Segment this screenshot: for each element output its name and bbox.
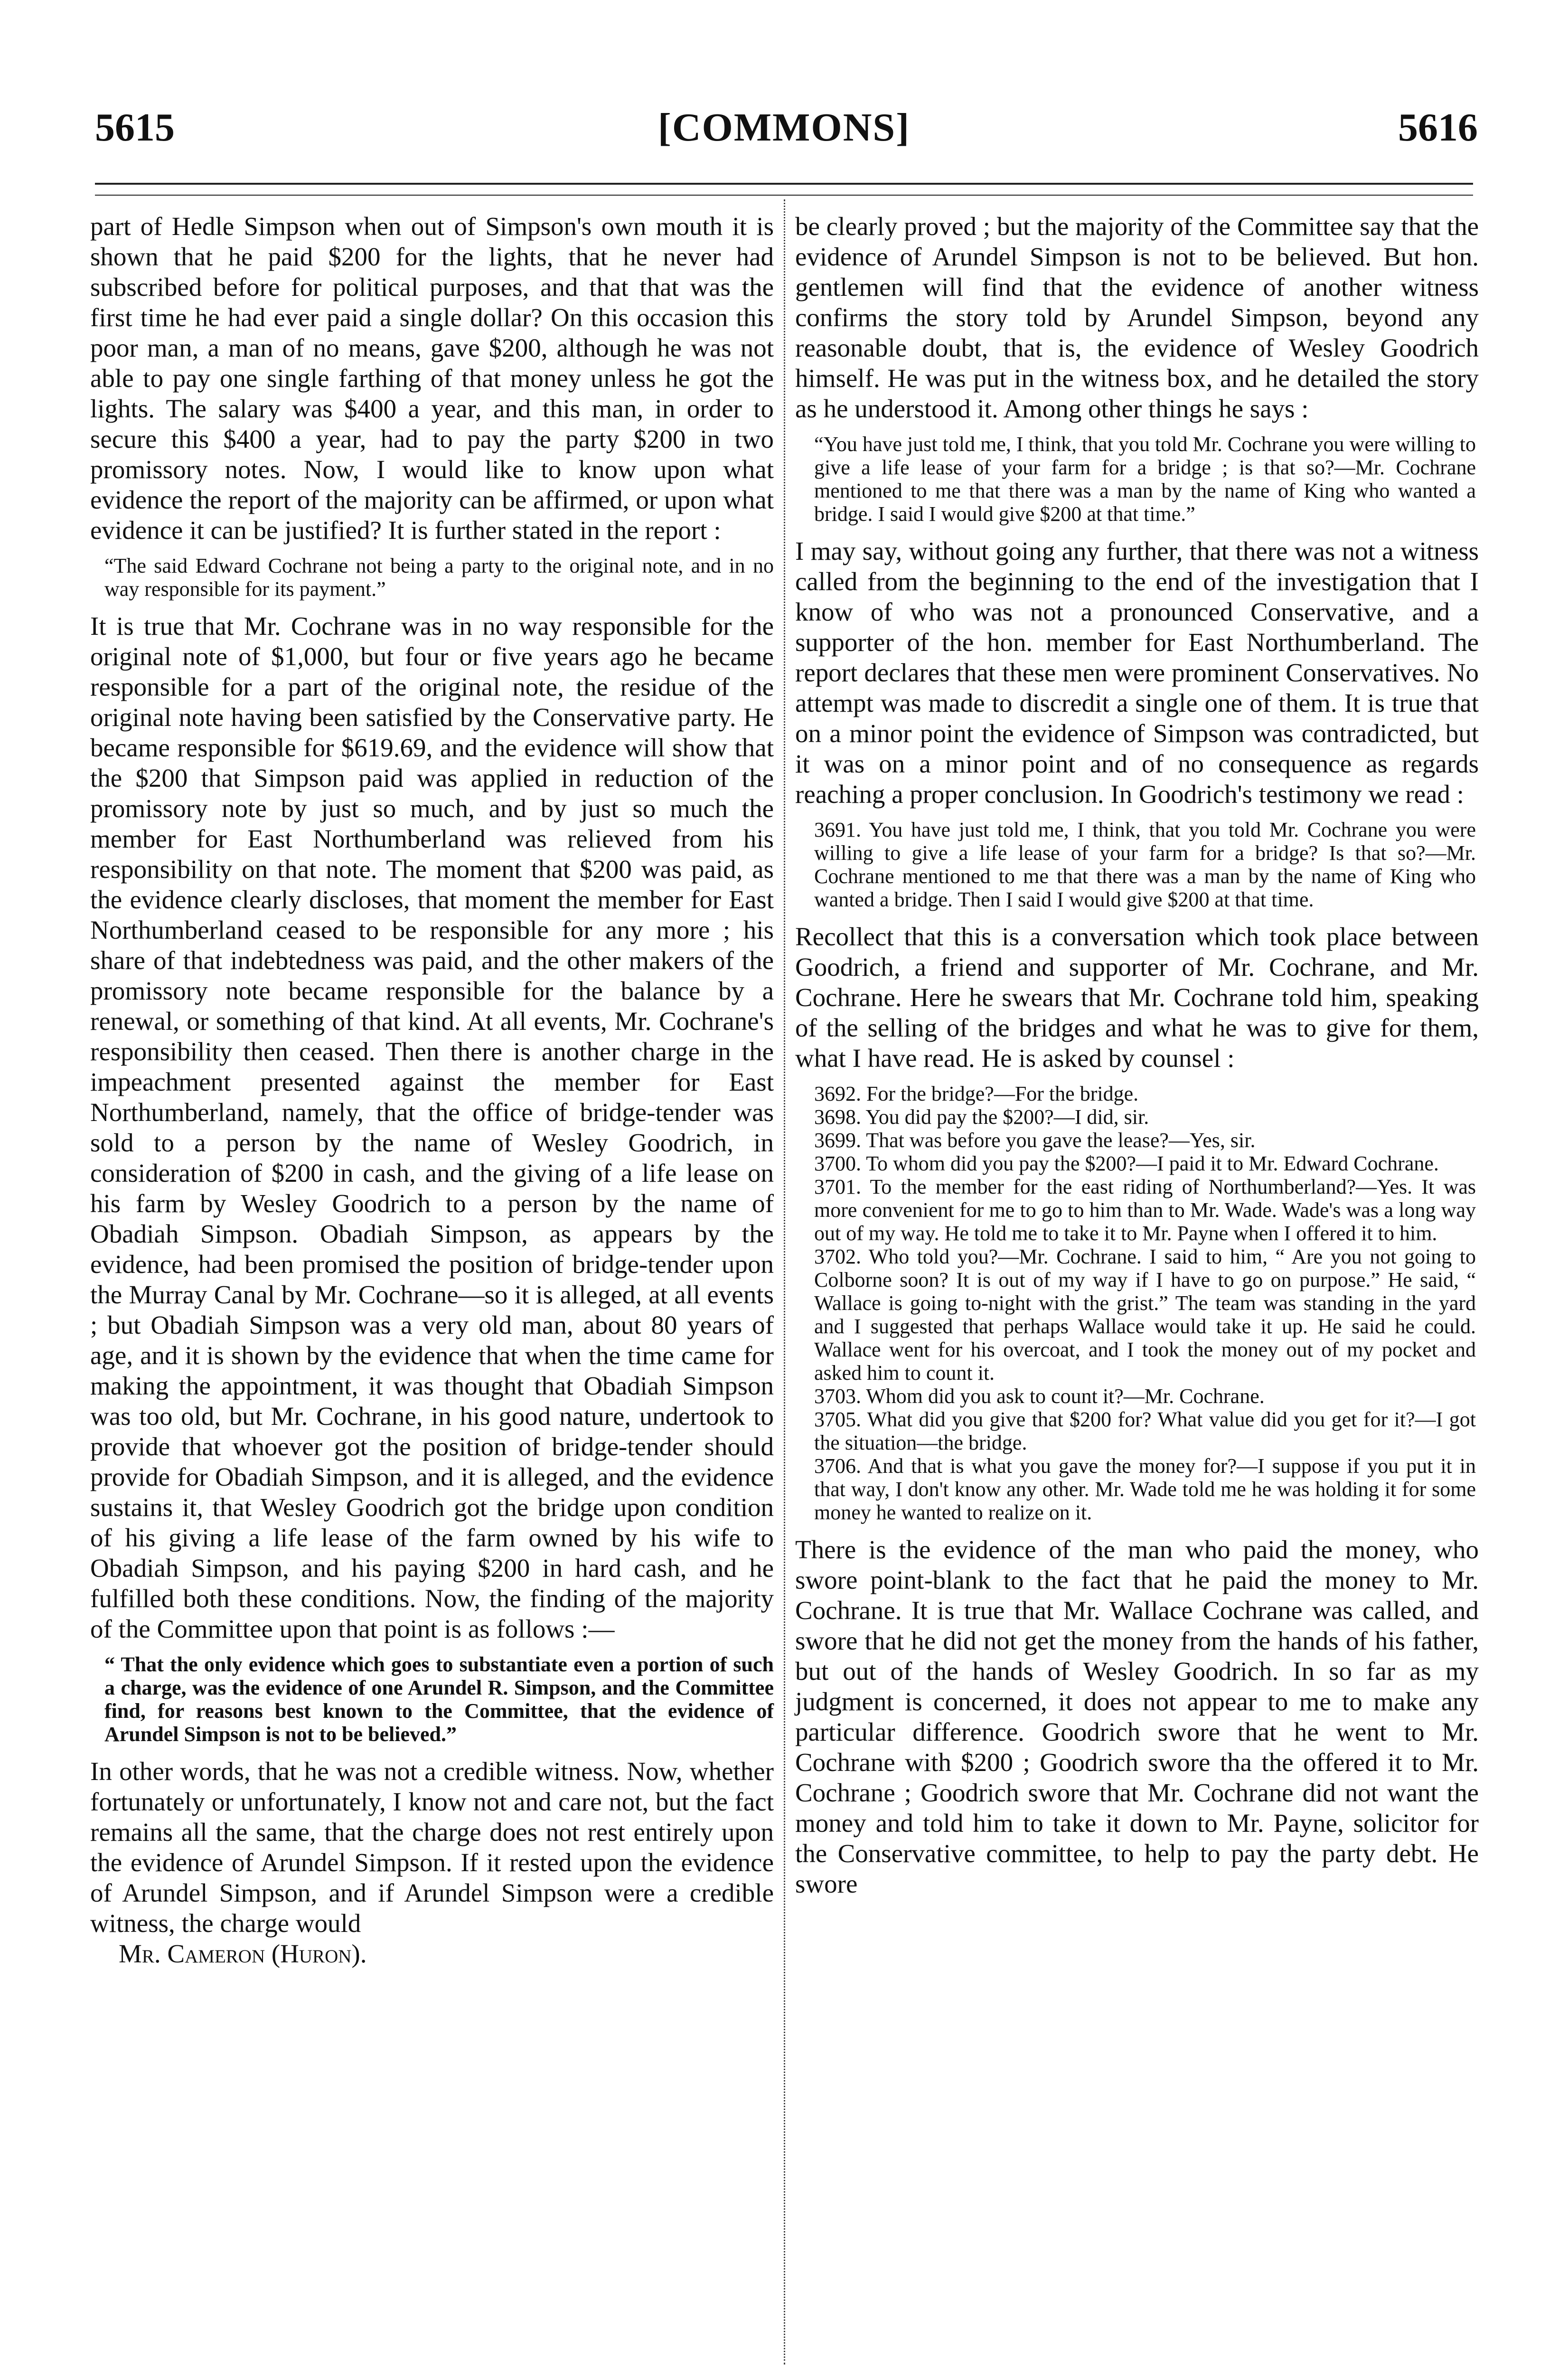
quotation: “The said Edward Cochrane not being a party to the original note, and in no way responsible for its payment.” bbox=[104, 554, 774, 601]
paragraph: It is true that Mr. Cochrane was in no way responsible for the original note of $1,000, but four or five years ago he became responsible for a part of the original note, the residue of the original note having been satisfied by the Conservative party. He became responsible for $619.69, and the evidence will show that the $200 that Simpson paid was applied in reduction of the promissory note by just so much, and by just so much the member for East Northumberland was relieved from his responsibility on that note. The moment that $200 was paid, as the evidence clearly discloses, that moment the member for East Northumberland ceased to be responsible for any more ; his share of that indebtedness was paid, and the other makers of the promissory note became responsible for the balance by a renewal, or something of that kind. At all events, Mr. Cochrane's responsibility then ceased. Then there is another charge in the impeachment presented against the member for East Northumberland, namely, that the office of bridge-tender was sold to a person by the name of Wesley Goodrich, in consideration of $200 in cash, and the giving of a life lease on his farm by Wesley Goodrich to a person by the name of Obadiah Simpson. Obadiah Simpson, as appears by the evidence, had been promised the position of bridge-tender upon the Murray Canal by Mr. Cochrane—so it is alleged, at all events ; but Obadiah Simpson was a very old man, about 80 years of age, and it is shown by the evidence that when the time came for making the appointment, it was thought that Obadiah Simpson was too old, but Mr. Cochrane, in his good nature, undertook to provide that whoever got the position of bridge-tender should provide for Obadiah Simpson, and it is alleged, and the evidence sustains it, that Wesley Goodrich got the bridge upon condition of his giving a life lease of the farm owned by his wife to Obadiah Simpson, and his paying $200 in hard cash, and he fulfilled both these conditions. Now, the finding of the majority of the Committee upon that point is as follows :— bbox=[90, 612, 774, 1643]
left-page-number: 5615 bbox=[95, 105, 175, 150]
left-column bbox=[90, 211, 774, 1969]
header-rule bbox=[95, 183, 1473, 185]
header-rule-thin bbox=[95, 195, 1473, 196]
paragraph: part of Hedle Simpson when out of Simpson's own mouth it is shown that he paid $200 for the lights, that he never had subscribed before for political purposes, and that that was the first time he had ever paid a single dollar? On this occasion this poor man, a man of no means, gave $200, although he was not able to pay one single farthing of that money unless he got the lights. The salary was $400 a year, and this man, in order to secure this $400 a year, had to pay the party $200 in two promissory notes. Now, I would like to know upon what evidence the report of the majority can be affirmed, or upon what evidence it can be justified? It is further stated in the report : bbox=[90, 212, 774, 545]
right-column bbox=[795, 211, 1479, 1899]
testimony-excerpt: 3692. For the bridge?—For the bridge. 3698. You did pay the $200?—I did, sir. 3699. That was before you gave the lease?—Yes, sir. 3700. To whom did you pay the $200?—I paid it to Mr. Edward Cochrane. 3701. To the member for the east riding of Northumberland?—Yes. It was more convenient for me to go to him than to Mr. Wade. Wade's was a long way out of my way. He told me to take it to Mr. Payne when I offered it to him. 3702. Who told you?—Mr. Cochrane. I said to him, “ Are you not going to Colborne soon? It is out of my way if I have to go on purpose.” He said, “ Wallace is going to-night with the grist.” The team was standing in the yard and I suggested that perhaps Wallace would take it up. He said he could. Wallace went for his overcoat, and I took the money out of my pocket and asked him to count it. 3703. Whom did you ask to count it?—Mr. Cochrane. 3705. What did you give that $200 for? What value did you get for it?—I got the situation—the bridge. 3706. And that is what you gave the money for?—I suppose if you put it in that way, I don't know any other. Mr. Wade told me he was holding it for some money he wanted to realize on it. bbox=[814, 1082, 1476, 1524]
paragraph: I may say, without going any further, that there was not a witness called from the beginning to the end of the investigation that I know of who was not a pronounced Conservative, and a supporter of the hon. member for East Northumberland. The report declares that these men were prominent Conservatives. No attempt was made to discredit a single one of them. It is true that on a minor point the evidence of Simpson was contradicted, but it was on a minor point and of no consequence as regards reaching a proper conclusion. In Goodrich's testimony we read : bbox=[795, 537, 1479, 809]
quotation: “ That the only evidence which goes to substantiate even a portion of such a charge, was the evidence of one Arundel R. Simpson, and the Committee find, for reasons best known to the Committee, that the evidence of Arundel Simpson is not to be believed.” bbox=[104, 1653, 774, 1746]
speaker-attribution: Mr. Cameron (Huron). bbox=[119, 1939, 367, 1968]
page-header bbox=[76, 95, 1492, 157]
paragraph: be clearly proved ; but the majority of the Committee say that the evidence of Arundel Simpson is not to be believed. But hon. gentlemen will find that the evidence of another witness confirms the story told by Arundel Simpson, beyond any reasonable doubt, that is, the evidence of Wesley Goodrich himself. He was put in the witness box, and he detailed the story as he understood it. Among other things he says : bbox=[795, 212, 1479, 423]
paragraph: In other words, that he was not a credible witness. Now, whether fortunately or unfortunately, I know not and care not, but the fact remains all the same, that the charge does not rest entirely upon the evidence of Arundel Simpson. If it rested upon the evidence of Arundel Simpson, and if Arundel Simpson were a credible witness, the charge would bbox=[90, 1757, 774, 1938]
right-page-number: 5616 bbox=[1398, 105, 1478, 150]
quotation: “You have just told me, I think, that you told Mr. Cochrane you were willing to give a life lease of your farm for a bridge ; is that so?—Mr. Cochrane mentioned to me that there was a man by the name of King who wanted a bridge. I said I would give $200 at that time.” bbox=[814, 433, 1476, 526]
paragraph: There is the evidence of the man who paid the money, who swore point-blank to the fact that he paid the money to Mr. Cochrane. It is true that Mr. Wallace Cochrane was called, and swore that he did not get the money from the hands of his father, but out of the hands of Wesley Goodrich. In so far as my judgment is concerned, it does not appear to me to make any particular difference. Goodrich swore that he went to Mr. Cochrane with $200 ; Goodrich swore tha the offered it to Mr. Cochrane ; Goodrich swore that Mr. Cochrane did not want the money and told him to take it down to Mr. Payne, solicitor for the Conservative committee, to help to pay the party debt. He swore bbox=[795, 1535, 1479, 1898]
column-divider bbox=[784, 199, 785, 2365]
running-head: [COMMONS] bbox=[657, 105, 911, 150]
paragraph: Recollect that this is a conversation which took place between Goodrich, a friend and supporter of Mr. Cochrane, and Mr. Cochrane. Here he swears that Mr. Cochrane told him, speaking of the selling of the bridges and what he was to give for them, what I have read. He is asked by counsel : bbox=[795, 922, 1479, 1073]
testimony-excerpt: 3691. You have just told me, I think, that you told Mr. Cochrane you were willing to give a life lease of your farm for a bridge? Is that so?—Mr. Cochrane mentioned to me that there was a man by the name of King who wanted a bridge. Then I said I would give $200 at that time. bbox=[814, 818, 1476, 911]
